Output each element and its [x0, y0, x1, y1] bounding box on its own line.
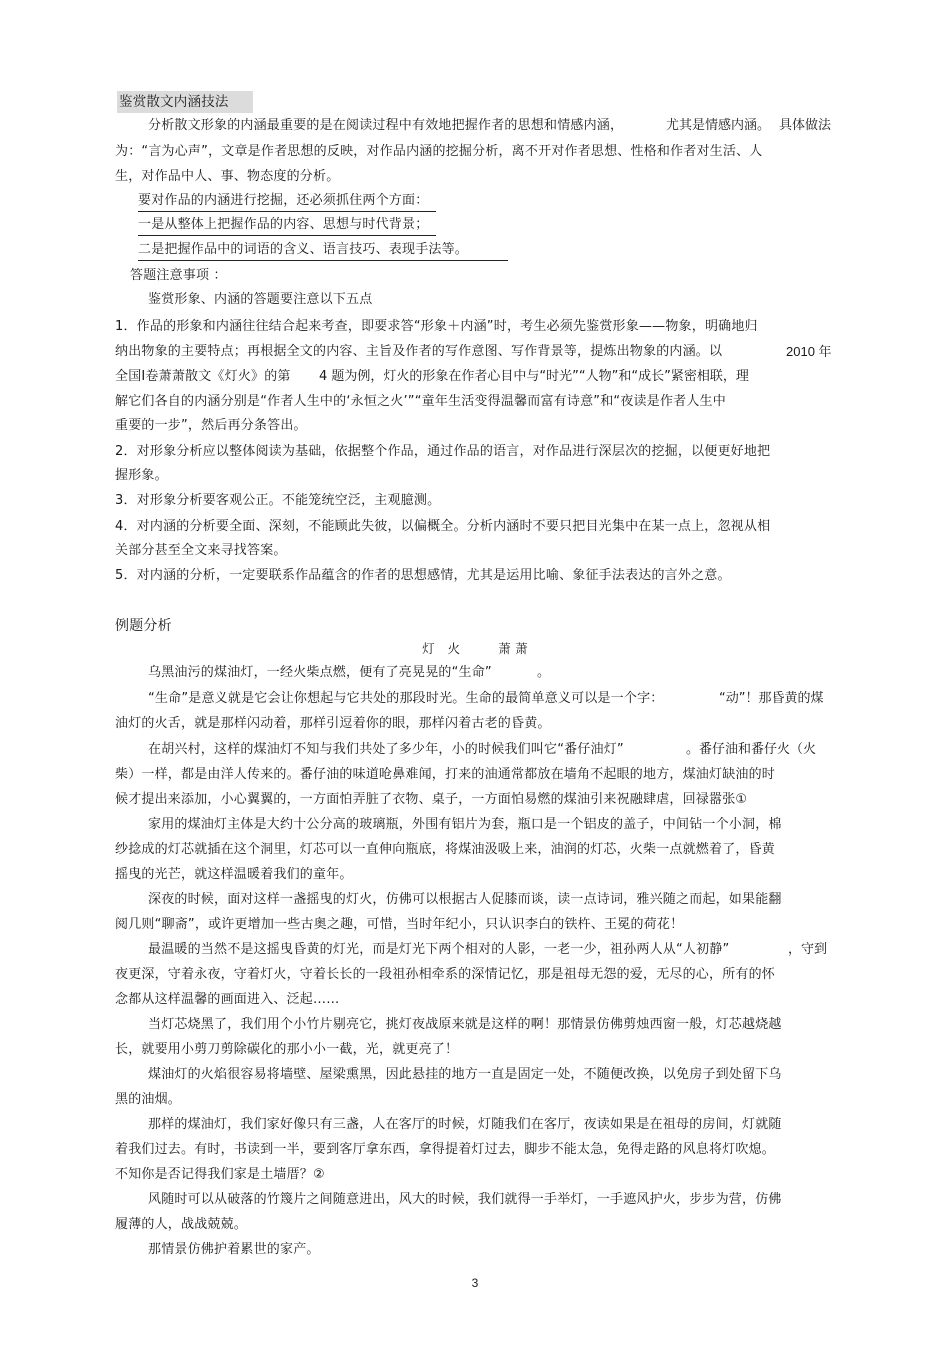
point-5: 5．对内涵的分析，一定要联系作品蕴含的作者的思想感情，尤其是运用比喻、象征手法表达的言外之意。	[115, 568, 731, 583]
essay-p4-line-2: 纱捻成的灯芯就插在这个洞里，灯芯可以一直伸向瓶底，将煤油汲吸上来，油润的灯芯，火柴一点就燃着了，昏黄	[115, 842, 776, 857]
essay-p6-line-2: 夜更深，守着永夜，守着灯火，守着长长的一段祖孙相牵系的深情记忆，那是祖母无怨的爱，无尽的心，所有的怀	[115, 967, 776, 982]
notes-subtitle: 鉴赏形象、内涵的答题要注意以下五点	[148, 292, 373, 307]
intro-line-3: 生，对作品中人、事、物态度的分析。	[115, 169, 340, 184]
essay-p10-line-2: 履薄的人，战战兢兢。	[115, 1217, 248, 1232]
aspects-line-2: 一是从整体上把握作品的内容、思想与时代背景；	[138, 215, 436, 236]
essay-p6-line-1-tail: ，守到	[788, 942, 828, 957]
essay-p1: 乌黑油污的煤油灯，一经火柴点燃，便有了亮晃晃的“生命”	[148, 665, 492, 680]
essay-p2-line-2: 油灯的火舌，就是那样闪动着，那样引逗着你的眼，那样闪着古老的昏黄。	[115, 716, 551, 731]
point-1-line-3: 全国Ⅰ卷萧萧散文《灯火》的第	[115, 369, 291, 384]
essay-p9-line-3: 不知你是否记得我们家是土墙厝？②	[115, 1167, 325, 1182]
essay-p7-line-2: 长，就要用小剪刀剪除碳化的那小小一截，光，就更亮了！	[115, 1042, 459, 1057]
section-heading: 鉴赏散文内涵技法	[117, 91, 253, 113]
essay-p11: 那情景仿佛护着累世的家产。	[148, 1242, 320, 1257]
essay-p9-line-1: 那样的煤油灯，我们家好像只有三盏，人在客厅的时候，灯随我们在客厅，夜读如果是在祖母的房间，灯就随	[148, 1117, 782, 1132]
essay-p2-line-1-tail: “动”！那昏黄的煤	[719, 691, 824, 706]
aspects-line-1: 要对作品的内涵进行挖掘，还必须抓住两个方面：	[138, 191, 436, 212]
essay-p1-end: 。	[537, 665, 551, 680]
aspects-line-3: 二是把握作品中的词语的含义、语言技巧、表现手法等。	[138, 240, 508, 261]
essay-p7-line-1: 当灯芯烧黑了，我们用个小竹片剔亮它，挑灯夜战原来就是这样的啊！那情景仿佛剪烛西窗一般，灯芯越烧越	[148, 1017, 782, 1032]
point-1-line-4: 解它们各自的内涵分别是“作者人生中的‘永恒之火’”“童年生活变得温馨而富有诗意”和“夜读是作者人生中	[115, 394, 726, 409]
essay-p6-line-3: 念都从这样温馨的画面进入、泛起……	[115, 992, 340, 1007]
essay-p3-line-3: 候才提出来添加，小心翼翼的，一方面怕弄脏了衣物、桌子，一方面怕易燃的煤油引来祝融肆虐，回禄嚣张①	[115, 792, 748, 807]
notes-title: 答题注意事项 ：	[130, 268, 227, 283]
essay-p2-line-1: “生命”是意义就是它会让你想起与它共处的那段时光。生命的最简单意义可以是一个字：	[148, 691, 664, 706]
essay-p10-line-1: 风随时可以从破落的竹篾片之间随意进出，风大的时候，我们就得一手举灯，一手遮风护火，步步为营，仿佛	[148, 1192, 782, 1207]
point-2-line-1: 2．对形象分析应以整体阅读为基础，依据整个作品，通过作品的语言，对作品进行深层次的挖掘，以便更好地把	[115, 444, 771, 459]
point-3: 3．对形象分析要客观公正。不能笼统空泛，主观臆测。	[115, 493, 441, 508]
page-number: 3	[471, 1276, 479, 1290]
intro-line-2: 为：“言为心声”，文章是作者思想的反映，对作品内涵的挖掘分析，离不开对作者思想、性格和作者对生活、人	[115, 144, 763, 159]
point-2-line-2: 握形象。	[115, 468, 168, 483]
essay-p4-line-1: 家用的煤油灯主体是大约十公分高的玻璃瓶，外围有铝片为套，瓶口是一个铝皮的盖子，中间钻一个小洞，棉	[148, 817, 782, 832]
intro-line-1: 分析散文形象的内涵最重要的是在阅读过程中有效地把握作者的思想和情感内涵，	[148, 118, 624, 133]
essay-p8-line-2: 黑的油烟。	[115, 1092, 182, 1107]
essay-p5-line-2: 阅几则“聊斋”，或许更增加一些古奥之趣，可惜，当时年纪小，只认识李白的铁杵、王冕的荷花！	[115, 917, 684, 932]
point-1-year: 2010 年	[786, 344, 832, 359]
intro-line-1-end: 具体做法	[779, 118, 832, 133]
example-heading: 例题分析	[115, 618, 172, 634]
essay-p3-line-2: 柴）一样，都是由洋人传来的。番仔油的味道呛鼻难闻，打来的油通常都放在墙角不起眼的地方，煤油灯缺油的时	[115, 767, 776, 782]
essay-p9-line-2: 着我们过去。有时，书读到一半，要到客厅拿东西，拿得提着灯过去，脚步不能太急，免得走路的风息将灯吹熄。	[115, 1142, 776, 1157]
point-1-line-2: 纳出物象的主要特点；再根据全文的内容、主旨及作者的写作意图、写作背景等，提炼出物象的内涵。以	[115, 344, 723, 359]
point-4-line-1: 4．对内涵的分析要全面、深刻，不能顾此失彼，以偏概全。分析内涵时不要只把目光集中在某一点上，忽视从相	[115, 519, 771, 534]
essay-p5-line-1: 深夜的时候，面对这样一盏摇曳的灯火，仿佛可以根据古人促膝而谈，读一点诗词，雅兴随之而起，如果能翻	[148, 892, 782, 907]
essay-p3-line-1: 在胡兴村，这样的煤油灯不知与我们共处了多少年，小的时候我们叫它“番仔油灯”	[148, 742, 624, 757]
intro-line-1-tail: 尤其是情感内涵。	[666, 118, 771, 133]
essay-title: 灯 火 萧 萧	[422, 641, 528, 656]
point-1-line-3-tail: 4 题为例，灯火的形象在作者心目中与“时光”“人物”和“成长”紧密相联，理	[319, 369, 749, 384]
point-1-line-5: 重要的一步”，然后再分条答出。	[115, 418, 307, 433]
essay-p4-line-3: 摇曳的光芒，就这样温暖着我们的童年。	[115, 867, 353, 882]
essay-p8-line-1: 煤油灯的火焰很容易将墙壁、屋梁熏黑，因此悬挂的地方一直是固定一处，不随便改换，以免房子到处留下乌	[148, 1067, 782, 1082]
point-1-line-1: 1．作品的形象和内涵往往结合起来考查，即要求答“形象＋内涵”时，考生必须先鉴赏形象——物象，明确地归	[115, 319, 758, 334]
point-4-line-2: 关部分甚至全文来寻找答案。	[115, 543, 287, 558]
essay-p6-line-1: 最温暖的当然不是这摇曳昏黄的灯光，而是灯光下两个相对的人影，一老一少，祖孙两人从“人初静”	[148, 942, 730, 957]
essay-p3-line-1-tail: 。番仔油和番仔火（火	[686, 742, 817, 757]
